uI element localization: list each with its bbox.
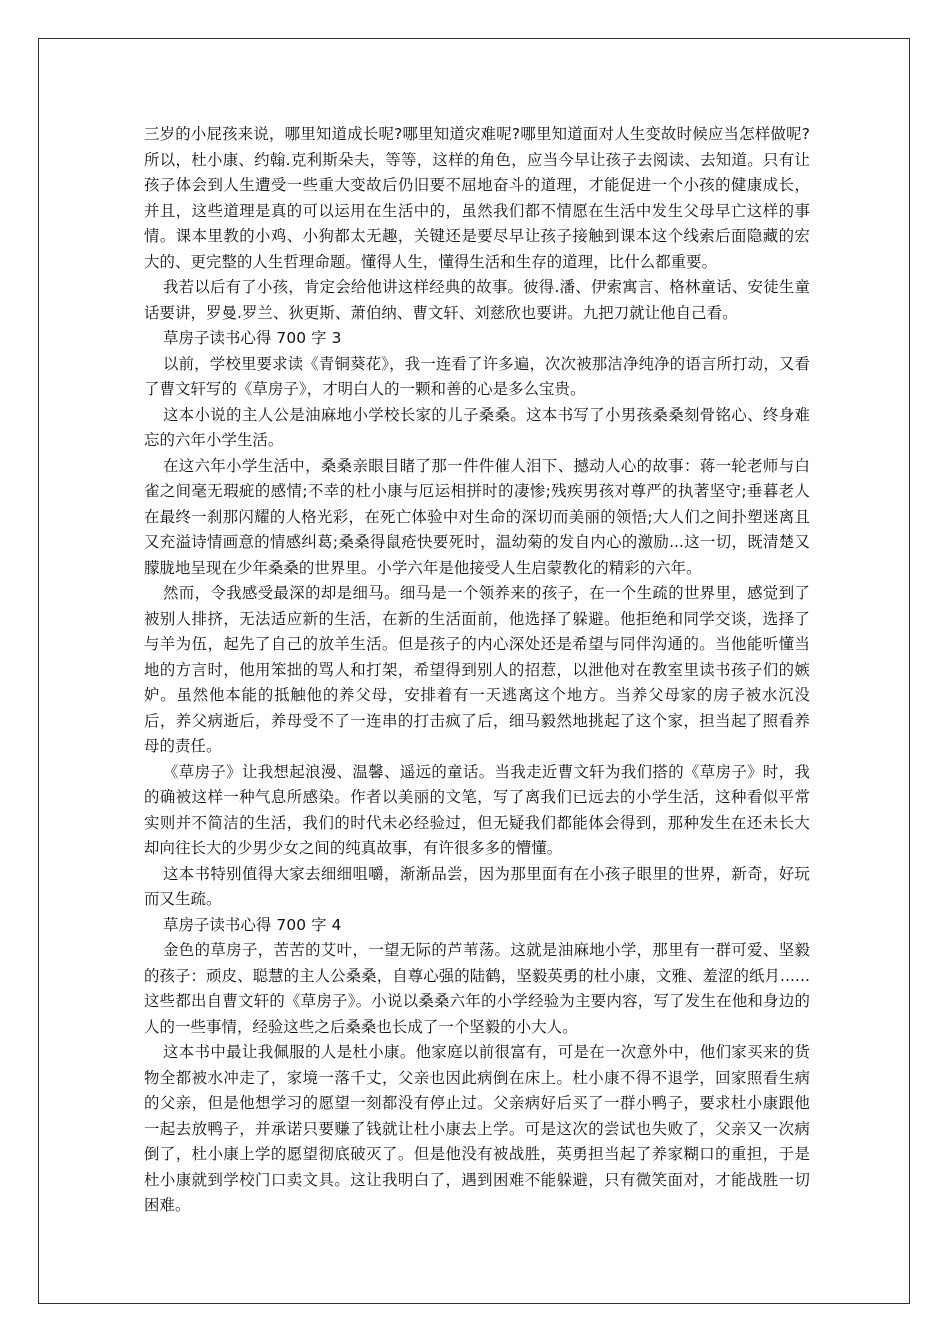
- paragraph: 金色的草房子，苦苦的艾叶，一望无际的芦苇荡。这就是油麻地小学，那里有一群可爱、坚毅的孩子：顽皮、聪慧的主人公桑桑，自尊心强的陆鹤，坚毅英勇的杜小康，文雅、羞涩的纸月......这些都出自曹文轩的《草房子》。小说以桑桑六年的小学经验为主要内容，写了发生在他和身边的人的一些事情，经验这些之后桑桑也长成了一个坚毅的小大人。: [144, 941, 810, 1036]
- paragraph: 《草房子》让我想起浪漫、温馨、遥远的童话。当我走近曹文轩为我们搭的《草房子》时，我的确被这样一种气息所感染。作者以美丽的文笔，写了离我们已远去的小学生活，这种看似平常实则并不简洁的生活，我们的时代未必经验过，但无疑我们都能体会得到，那种发生在还未长大却向往长大的少男少女之间的纯真故事，有许很多多的懵懂。: [144, 762, 810, 857]
- paragraph: 以前，学校里要求读《青铜葵花》，我一连看了许多遍，次次被那洁净纯净的语言所打动，又看了曹文轩写的《草房子》，才明白人的一颗和善的心是多么宝贵。: [144, 354, 810, 398]
- section-heading: 草房子读书心得 700 字 4: [163, 915, 342, 934]
- paragraph: 这本小说的主人公是油麻地小学校长家的儿子桑桑。这本书写了小男孩桑桑刻骨铭心、终身难忘的六年小学生活。: [144, 405, 810, 449]
- paragraph: 这本书特别值得大家去细细咀嚼，渐渐品尝，因为那里面有在小孩子眼里的世界，新奇，好玩而又生疏。: [144, 864, 810, 908]
- document-body: [144, 122, 810, 1219]
- section-heading: 草房子读书心得 700 字 3: [163, 329, 342, 347]
- paragraph: 这本书中最让我佩服的人是杜小康。他家庭以前很富有，可是在一次意外中，他们家买来的货物全都被水冲走了，家境一落千丈，父亲也因此病倒在床上。杜小康不得不退学，回家照看生病的父亲，但是他想学习的愿望一刻都没有停止过。父亲病好后买了一群小鸭子，要求杜小康跟他一起去放鸭子，并承诺只要赚了钱就让杜小康去上学。可是这次的尝试也失败了，父亲又一次病倒了，杜小康上学的愿望彻底破灭了。但是他没有被战胜，英勇担当起了养家糊口的重担，于是杜小康就到学校门口卖文具。这让我明白了，遇到困难不能躲避，只有微笑面对，才能战胜一切困难。: [144, 1043, 810, 1214]
- paragraph: 我若以后有了小孩，肯定会给他讲这样经典的故事。彼得.潘、伊索寓言、格林童话、安徒生童话要讲，罗曼.罗兰、狄更斯、萧伯纳、曹文轩、刘慈欣也要讲。九把刀就让他自己看。: [144, 278, 810, 322]
- paragraph: 三岁的小屁孩来说，哪里知道成长呢?哪里知道灾难呢?哪里知道面对人生变故时候应当怎样做呢?所以，杜小康、约翰.克利斯朵夫，等等，这样的角色，应当今早让孩子去阅读、去知道。只有让孩子体会到人生遭受一些重大变故后仍旧要不屈地奋斗的道理，才能促进一个小孩的健康成长，并且，这些道理是真的可以运用在生活中的，虽然我们都不情愿在生活中发生父母早亡这样的事情。课本里教的小鸡、小狗都太无趣，关键还是要尽早让孩子接触到课本这个线索后面隐藏的宏大的、更完整的人生哲理命题。懂得人生，懂得生活和生存的道理，比什么都重要。: [144, 125, 810, 271]
- paragraph: 然而，令我感受最深的却是细马。细马是一个领养来的孩子，在一个生疏的世界里，感觉到了被别人排挤，无法适应新的生活，在新的生活面前，他选择了躲避。他拒绝和同学交谈，选择了与羊为伍，起先了自己的放羊生活。但是孩子的内心深处还是希望与同伴沟通的。当他能听懂当地的方言时，他用笨拙的骂人和打架，希望得到别人的招惹，以泄他对在教室里读书孩子们的嫉妒。虽然他本能的抵触他的养父母，安排着有一天逃离这个地方。当养父母家的房子被水沉没后，养父病逝后，养母受不了一连串的打击疯了后，细马毅然地挑起了这个家，担当起了照看养母的责任。: [144, 584, 810, 755]
- paragraph: 在这六年小学生活中，桑桑亲眼目睹了那一件件催人泪下、撼动人心的故事：蒋一轮老师与白雀之间毫无瑕疵的感情;不幸的杜小康与厄运相拼时的凄惨;残疾男孩对尊严的执著坚守;垂暮老人在最终一刹那闪耀的人格光彩，在死亡体验中对生命的深切而美丽的领悟;大人们之间扑塑迷离且又充溢诗情画意的情感纠葛;桑桑得鼠疮快要死时，温幼菊的发自内心的激励...这一切，既清楚又朦胧地呈现在少年桑桑的世界里。小学六年是他接受人生启蒙教化的精彩的六年。: [144, 456, 810, 577]
